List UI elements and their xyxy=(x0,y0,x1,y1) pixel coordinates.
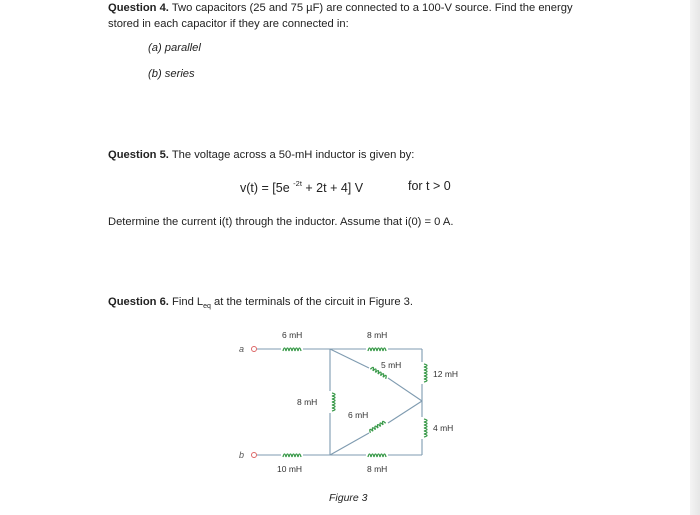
label-10mh: 10 mH xyxy=(277,464,303,474)
question-4-text: Two capacitors (25 and 75 µF) are connected to a 100-V source. Find the energy xyxy=(168,2,573,14)
inductor-12mh xyxy=(424,364,427,382)
equation-right: + 2t + 4] V xyxy=(301,181,364,195)
label-8mh-top: 8 mH xyxy=(367,330,388,340)
terminal-a-label: a xyxy=(239,344,245,354)
equation-left: v(t) = [5e xyxy=(240,181,294,195)
leq-subscript: eq xyxy=(203,303,211,311)
equation-exponent: -2t xyxy=(293,179,302,188)
label-4mh: 4 mH xyxy=(433,423,454,433)
inductor-4mh xyxy=(424,419,427,437)
inductor-6mh-top xyxy=(283,348,301,351)
option-b-series: (b) series xyxy=(148,68,195,80)
label-8mh-middle: 8 mH xyxy=(297,397,318,407)
label-6mh-diag: 6 mH xyxy=(348,410,369,420)
option-a-parallel: (a) parallel xyxy=(148,42,201,54)
label-6mh-top: 6 mH xyxy=(282,330,303,340)
inductor-8mh-bottom xyxy=(368,454,386,457)
label-8mh-bottom: 8 mH xyxy=(367,464,388,474)
question-5-text: The voltage across a 50-mH inductor is given by: xyxy=(168,149,415,161)
label-12mh: 12 mH xyxy=(433,369,459,379)
question-4-line-2: stored in each capacitor if they are connected in: xyxy=(108,18,349,30)
equation-condition: for t > 0 xyxy=(408,179,451,193)
inductor-8mh-middle xyxy=(332,393,335,411)
label-5mh: 5 mH xyxy=(381,360,402,370)
terminal-b xyxy=(252,453,257,458)
question-5-line-2: Determine the current i(t) through the inductor. Assume that i(0) = 0 A. xyxy=(108,216,454,228)
question-6-text-end: at the terminals of the circuit in Figure 3. xyxy=(210,296,414,308)
terminal-b-label: b xyxy=(239,450,245,460)
question-4-label: Question 4. xyxy=(108,2,169,14)
question-6-text: Find L xyxy=(168,296,204,308)
question-6-label: Question 6. xyxy=(108,296,169,308)
inductor-8mh-top xyxy=(368,348,386,351)
figure-caption: Figure 3 xyxy=(329,492,368,504)
question-5-label: Question 5. xyxy=(108,149,169,161)
terminal-a xyxy=(252,347,257,352)
inductor-6mh-diag xyxy=(369,421,386,433)
inductor-10mh xyxy=(283,454,301,457)
